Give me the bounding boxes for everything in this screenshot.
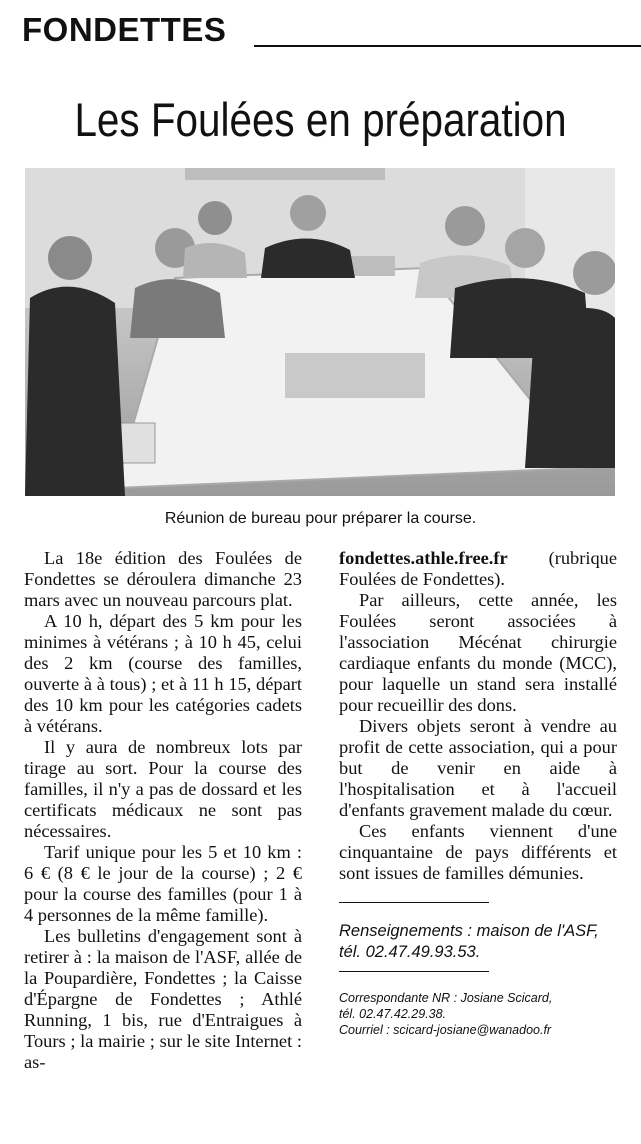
article-column-right: [339, 548, 617, 1038]
section-header: [22, 10, 641, 56]
headline: Les Foulées en préparation: [74, 93, 567, 146]
website-rest: (rubrique Foulées de Fondettes).: [339, 548, 617, 589]
paragraph-7: Par ailleurs, cette année, les Foulées seront associées à l'association Mécénat chirurgie cardiaque enfants du monde (MCC), pour laquelle un stand sera installé pour recueillir des dons.: [339, 590, 617, 715]
info-line-2: tél. 02.47.49.93.53.: [339, 943, 481, 961]
photo-caption: Réunion de bureau pour préparer la course.: [164, 510, 477, 527]
separator-bottom: [339, 971, 489, 972]
article-photo: [25, 168, 615, 496]
correspondent-phone: tél. 02.47.42.29.38.: [339, 1007, 447, 1021]
paragraph-5: Les bulletins d'engagement sont à retirer à : la maison de l'ASF, allée de la Poupardière, Fondettes ; la Caisse d'Épargne de Fondettes ; Athlé Running, 1 bis, rue d'Entraigues à Tours ; la mairie ; sur le site Internet : as-: [24, 926, 302, 1072]
article-column-left: [24, 548, 302, 1073]
section-rule: [254, 45, 641, 47]
paragraph-1: La 18e édition des Foulées de Fondettes se déroulera dimanche 23 mars avec un nouveau parcours plat.: [24, 548, 302, 610]
photo-illustration: [25, 168, 615, 496]
section-title: FONDETTES: [22, 11, 227, 48]
paragraph-9: Ces enfants viennent d'une cinquantaine de pays différents et sont issues de familles démunies.: [339, 821, 617, 883]
paragraph-6: [339, 548, 617, 590]
website-link[interactable]: fondettes.athle.free.fr: [339, 548, 508, 568]
paragraph-2: A 10 h, départ des 5 km pour les minimes à vétérans ; à 10 h 45, celui des 2 km (course des familles, ouverte à à tous) ; et à 11 h 15, départ des 10 km pour les catégories cadets à vétérans.: [24, 611, 302, 736]
separator-top: [339, 902, 489, 903]
correspondent-name: Correspondante NR : Josiane Scicard,: [339, 991, 553, 1005]
paragraph-3: Il y aura de nombreux lots par tirage au sort. Pour la course des familles, il n'y a pas de dossard et les certificats médicaux ne sont pas nécessaires.: [24, 737, 302, 841]
info-block: [339, 921, 617, 963]
info-line-1: Renseignements : maison de l'ASF,: [339, 922, 599, 940]
correspondent-email[interactable]: Courriel : scicard-josiane@wanadoo.fr: [339, 1023, 552, 1037]
paragraph-4: Tarif unique pour les 5 et 10 km : 6 € (8 € le jour de la course) ; 2 € pour la course des familles (pour 1 à 4 personnes de la même famille).: [24, 842, 302, 925]
correspondent-block: [339, 990, 617, 1038]
paragraph-8: Divers objets seront à vendre au profit de cette association, qui a pour but de venir en aide à l'hospitalisation et à l'accueil d'enfants gravement malade du cœur.: [339, 716, 617, 820]
